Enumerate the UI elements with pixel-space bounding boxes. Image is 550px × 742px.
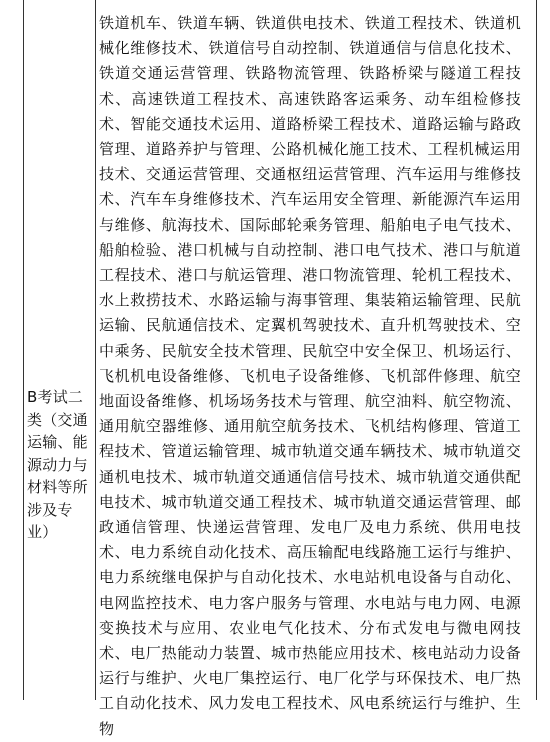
majors-cell bbox=[97, 0, 536, 738]
category-cell bbox=[24, 0, 96, 700]
majors-list: 铁道机车、铁道车辆、铁道供电技术、铁道工程技术、铁道机械化维修技术、铁道信号自动控制、铁道通信与信息化技术、铁道交通运营管理、铁路物流管理、铁路桥梁与隧道工程技术、高速铁道工程技术、高速铁路客运乘务、动车组检修技术、智能交通技术运用、道路桥梁工程技术、道路运输与路政管理、道路养护与管理、公路机械化施工技术、工程机械运用技术、交通运营管理、交通枢纽运营管理、汽车运用与维修技术、汽车车身维修技术、汽车运用安全管理、新能源汽车运用与维修、航海技术、国际邮轮乘务管理、船舶电子电气技术、船舶检验、港口机械与自动控制、港口电气技术、港口与航道工程技术、港口与航运管理、港口物流管理、轮机工程技术、水上救捞技术、水路运输与海事管理、集装箱运输管理、民航运输、民航通信技术、定翼机驾驶技术、直升机驾驶技术、空中乘务、民航安全技术管理、民航空中安全保卫、机场运行、飞机机电设备维修、飞机电子设备维修、飞机部件修理、航空地面设备维修、机场场务技术与管理、航空油料、航空物流、通用航空器维修、通用航空航务技术、飞机结构修理、管道工程技术、管道运输管理、城市轨道交通车辆技术、城市轨道交通机电技术、城市轨道交通通信信号技术、城市轨道交通供配电技术、城市轨道交通工程技术、城市轨道交通运营管理、邮政通信管理、快递运营管理、发电厂及电力系统、供用电技术、电力系统自动化技术、高压输配电线路施工运行与维护、电力系统继电保护与自动化技术、水电站机电设备与自动化、电网监控技术、电力客户服务与管理、水电站与电力网、电源变换技术与应用、农业电气化技术、分布式发电与微电网技术、电厂热能动力装置、城市热能应用技术、核电站动力设备运行与维护、火电厂集控运行、电厂化学与环保技术、电厂热工自动化技术、风力发电工程技术、风电系统运行与维护、生物 bbox=[99, 14, 521, 738]
category-label: B考试二类（交通运输、能源动力与材料等所涉及专业） bbox=[27, 388, 88, 541]
majors-table bbox=[23, 0, 537, 738]
